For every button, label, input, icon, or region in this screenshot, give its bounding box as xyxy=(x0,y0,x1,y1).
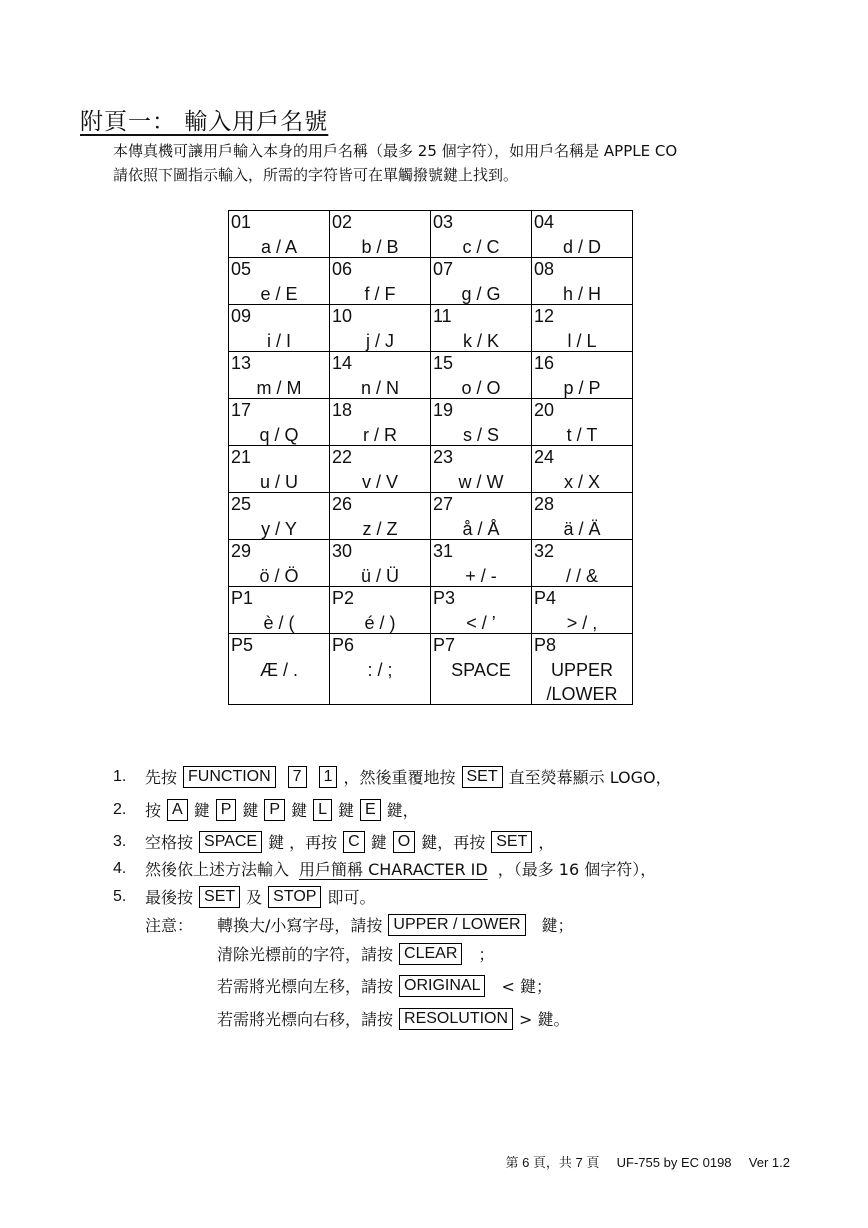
key-cell xyxy=(229,587,330,634)
key-cell xyxy=(330,540,431,587)
key-code: P8 xyxy=(534,635,557,655)
key-code: 01 xyxy=(231,212,252,232)
key-characters: b / B xyxy=(361,237,399,257)
key-e: E xyxy=(360,799,381,821)
key-code: 10 xyxy=(332,306,353,326)
key-cell xyxy=(330,211,431,258)
step-text: 鍵 xyxy=(242,801,259,820)
key-code: 32 xyxy=(534,541,555,561)
key-code: 07 xyxy=(433,259,454,279)
notes-label: 注意： xyxy=(145,916,194,935)
key-table-row xyxy=(229,352,633,399)
step-text: 鍵 xyxy=(291,801,308,820)
key-code: 24 xyxy=(534,447,555,467)
key-cell xyxy=(532,399,633,446)
key-characters: ö / Ö xyxy=(259,566,299,586)
key-code: P2 xyxy=(332,588,355,608)
key-code: 22 xyxy=(332,447,353,467)
key-cell xyxy=(229,352,330,399)
key-set: SET xyxy=(199,886,240,908)
key-cell xyxy=(532,540,633,587)
key-cell xyxy=(532,493,633,540)
key-characters: d / D xyxy=(562,237,601,257)
key-characters: : / ; xyxy=(367,660,393,680)
footer-model: UF-755 by EC 0198 xyxy=(616,1155,732,1170)
key-characters: Æ / . xyxy=(259,660,298,680)
note-text: 鍵； xyxy=(541,916,574,935)
key-characters: g / G xyxy=(461,284,501,304)
key-code: 19 xyxy=(433,400,454,420)
step-text: 鍵， xyxy=(386,801,419,820)
key-table-row xyxy=(229,540,633,587)
note-4 xyxy=(217,1007,570,1030)
key-table-row xyxy=(229,258,633,305)
note-text: < 鍵； xyxy=(501,977,552,996)
key-code: 16 xyxy=(534,353,555,373)
key-cell xyxy=(229,540,330,587)
step-text: ，然後重覆地按 xyxy=(343,768,456,787)
key-c: C xyxy=(343,831,365,853)
key-table-row xyxy=(229,634,633,705)
intro-line-2: 請依照下圖指示輸入，所需的字符皆可在單觸撥號鍵上找到。 xyxy=(113,166,519,184)
key-code: 04 xyxy=(534,212,555,232)
step-text: 即可。 xyxy=(327,888,376,907)
step-text: 鍵 ，再按 xyxy=(268,833,338,852)
key-cell xyxy=(330,587,431,634)
key-characters: p / P xyxy=(563,378,601,398)
key-characters: y / Y xyxy=(261,519,297,539)
key-cell xyxy=(229,258,330,305)
key-characters: UPPER /LOWER xyxy=(546,660,618,704)
key-characters: ä / Ä xyxy=(563,519,601,539)
key-cell xyxy=(229,305,330,352)
key-code: 02 xyxy=(332,212,353,232)
key-upper-lower: UPPER / LOWER xyxy=(388,914,525,936)
key-l: L xyxy=(313,799,332,821)
key-characters: f / F xyxy=(364,284,396,304)
step-number: 5. xyxy=(113,887,127,905)
key-mapping-table xyxy=(228,210,633,705)
key-code: 12 xyxy=(534,306,555,326)
page-title: 附頁一： 輸入用戶名號 xyxy=(80,109,329,135)
step-text: 空格按 xyxy=(145,833,194,852)
note-text: 若需將光標向右移，請按 xyxy=(217,1010,394,1029)
key-table-row xyxy=(229,399,633,446)
intro-line-1: 本傳真機可讓用戶輸入本身的用戶名稱（最多 25 個字符），如用戶名稱是 APPLE CO xyxy=(113,142,678,160)
key-characters: ü / Ü xyxy=(360,566,399,586)
key-code: 26 xyxy=(332,494,353,514)
key-code: 23 xyxy=(433,447,454,467)
step-4 xyxy=(113,857,656,880)
key-code: 30 xyxy=(332,541,353,561)
step-text: 及 xyxy=(246,888,263,907)
key-set: SET xyxy=(462,766,503,788)
key-p: P xyxy=(264,799,285,821)
key-cell xyxy=(330,493,431,540)
key-characters: u / U xyxy=(259,472,298,492)
step-3 xyxy=(113,830,554,853)
key-code: 15 xyxy=(433,353,454,373)
key-stop: STOP xyxy=(268,886,321,908)
step-number: 4. xyxy=(113,859,127,877)
underlined-field-name: 用戶簡稱 CHARACTER ID xyxy=(299,860,488,879)
key-cell xyxy=(229,446,330,493)
key-characters: å / Å xyxy=(462,519,500,539)
key-cell xyxy=(330,352,431,399)
key-characters: i / I xyxy=(266,331,291,351)
key-cell xyxy=(532,634,633,705)
key-code: P1 xyxy=(231,588,254,608)
key-code: 27 xyxy=(433,494,454,514)
key-cell xyxy=(532,211,633,258)
key-code: 25 xyxy=(231,494,252,514)
note-text: 清除光標前的字符，請按 xyxy=(217,945,394,964)
key-code: 29 xyxy=(231,541,252,561)
key-characters: v / V xyxy=(361,472,398,492)
step-text: 最後按 xyxy=(145,888,194,907)
key-original: ORIGINAL xyxy=(399,975,485,997)
key-code: 31 xyxy=(433,541,454,561)
key-cell xyxy=(431,540,532,587)
note-2 xyxy=(217,942,494,965)
key-cell xyxy=(431,211,532,258)
key-table-row xyxy=(229,211,633,258)
step-number: 2. xyxy=(113,800,127,818)
step-text: ， xyxy=(538,833,555,852)
key-code: 11 xyxy=(433,306,452,326)
step-2 xyxy=(113,798,419,821)
key-cell xyxy=(431,587,532,634)
key-characters: x / X xyxy=(563,472,600,492)
key-code: 03 xyxy=(433,212,454,232)
key-code: 21 xyxy=(231,447,252,467)
key-characters: m / M xyxy=(256,378,302,398)
step-number: 3. xyxy=(113,832,127,850)
key-characters: t / T xyxy=(566,425,598,445)
key-characters: + / - xyxy=(465,566,497,586)
step-text: 鍵，再按 xyxy=(421,833,486,852)
step-text: 直至熒幕顯示 LOGO， xyxy=(508,768,672,787)
footer-page-number: 第 6 頁，共 7 頁 xyxy=(505,1155,600,1170)
key-characters: q / Q xyxy=(259,425,299,445)
note-3 xyxy=(217,974,552,997)
key-characters: é / ) xyxy=(364,613,396,633)
key-code: 13 xyxy=(231,353,252,373)
key-cell xyxy=(330,258,431,305)
key-7: 7 xyxy=(288,766,307,788)
key-characters: e / E xyxy=(260,284,298,304)
step-text: 鍵 xyxy=(370,833,387,852)
step-text: 鍵 xyxy=(337,801,354,820)
key-o: O xyxy=(393,831,415,853)
step-text: 先按 xyxy=(145,768,178,787)
key-cell xyxy=(330,399,431,446)
note-text: 轉換大/小寫字母，請按 xyxy=(217,916,383,935)
key-cell xyxy=(431,446,532,493)
key-cell xyxy=(431,305,532,352)
key-cell xyxy=(229,211,330,258)
key-space: SPACE xyxy=(199,831,262,853)
note-text: 若需將光標向左移，請按 xyxy=(217,977,394,996)
key-function: FUNCTION xyxy=(183,766,276,788)
key-characters: n / N xyxy=(360,378,399,398)
key-characters: a / A xyxy=(260,237,298,257)
key-characters: c / C xyxy=(462,237,500,257)
key-1: 1 xyxy=(319,766,338,788)
key-characters: r / R xyxy=(363,425,397,445)
note-text: > 鍵。 xyxy=(519,1010,570,1029)
key-cell xyxy=(229,634,330,705)
key-cell xyxy=(431,399,532,446)
key-characters: o / O xyxy=(461,378,501,398)
note-1 xyxy=(217,913,574,936)
key-code: 28 xyxy=(534,494,555,514)
step-number: 1. xyxy=(113,767,127,785)
key-a: A xyxy=(167,799,188,821)
key-characters: / / & xyxy=(565,566,598,586)
step-text: 鍵 xyxy=(193,801,210,820)
key-cell xyxy=(431,634,532,705)
footer-version: Ver 1.2 xyxy=(748,1155,790,1170)
page-footer xyxy=(505,1152,790,1171)
key-code: 14 xyxy=(332,353,353,373)
key-code: P7 xyxy=(433,635,456,655)
key-cell xyxy=(532,352,633,399)
step-text: 按 xyxy=(145,801,162,820)
key-p: P xyxy=(216,799,237,821)
key-code: 09 xyxy=(231,306,252,326)
key-table-row xyxy=(229,305,633,352)
key-cell xyxy=(330,305,431,352)
step-text: 然後依上述方法輸入 xyxy=(145,860,290,879)
key-code: 20 xyxy=(534,400,555,420)
key-code: P3 xyxy=(433,588,456,608)
key-code: P4 xyxy=(534,588,557,608)
key-code: 06 xyxy=(332,259,353,279)
key-cell xyxy=(532,305,633,352)
key-cell xyxy=(532,587,633,634)
key-characters: è / ( xyxy=(263,613,295,633)
key-cell xyxy=(431,493,532,540)
key-cell xyxy=(229,399,330,446)
key-resolution: RESOLUTION xyxy=(399,1008,513,1030)
key-cell xyxy=(229,493,330,540)
key-clear: CLEAR xyxy=(399,943,462,965)
key-cell xyxy=(431,258,532,305)
key-set: SET xyxy=(491,831,532,853)
key-code: 05 xyxy=(231,259,252,279)
key-table-row xyxy=(229,446,633,493)
key-characters: < / ’ xyxy=(466,613,496,633)
key-characters: k / K xyxy=(462,331,499,351)
note-text: ； xyxy=(478,945,495,964)
key-table-row xyxy=(229,587,633,634)
key-code: 18 xyxy=(332,400,353,420)
step-1 xyxy=(113,765,672,788)
key-cell xyxy=(532,258,633,305)
key-cell xyxy=(330,446,431,493)
key-code: P6 xyxy=(332,635,355,655)
key-characters: l / L xyxy=(567,331,597,351)
key-characters: h / H xyxy=(562,284,601,304)
key-cell xyxy=(431,352,532,399)
key-cell xyxy=(532,446,633,493)
key-cell xyxy=(330,634,431,705)
key-code: P5 xyxy=(231,635,254,655)
step-text: ，（最多 16 個字符）， xyxy=(497,860,657,879)
key-characters: w / W xyxy=(458,472,504,492)
key-characters: SPACE xyxy=(451,660,511,680)
key-characters: z / Z xyxy=(362,519,398,539)
key-characters: j / J xyxy=(365,331,394,351)
key-code: 08 xyxy=(534,259,555,279)
key-code: 17 xyxy=(231,400,252,420)
step-5 xyxy=(113,885,375,908)
key-table-row xyxy=(229,493,633,540)
key-characters: > / , xyxy=(566,613,598,633)
key-characters: s / S xyxy=(462,425,499,445)
